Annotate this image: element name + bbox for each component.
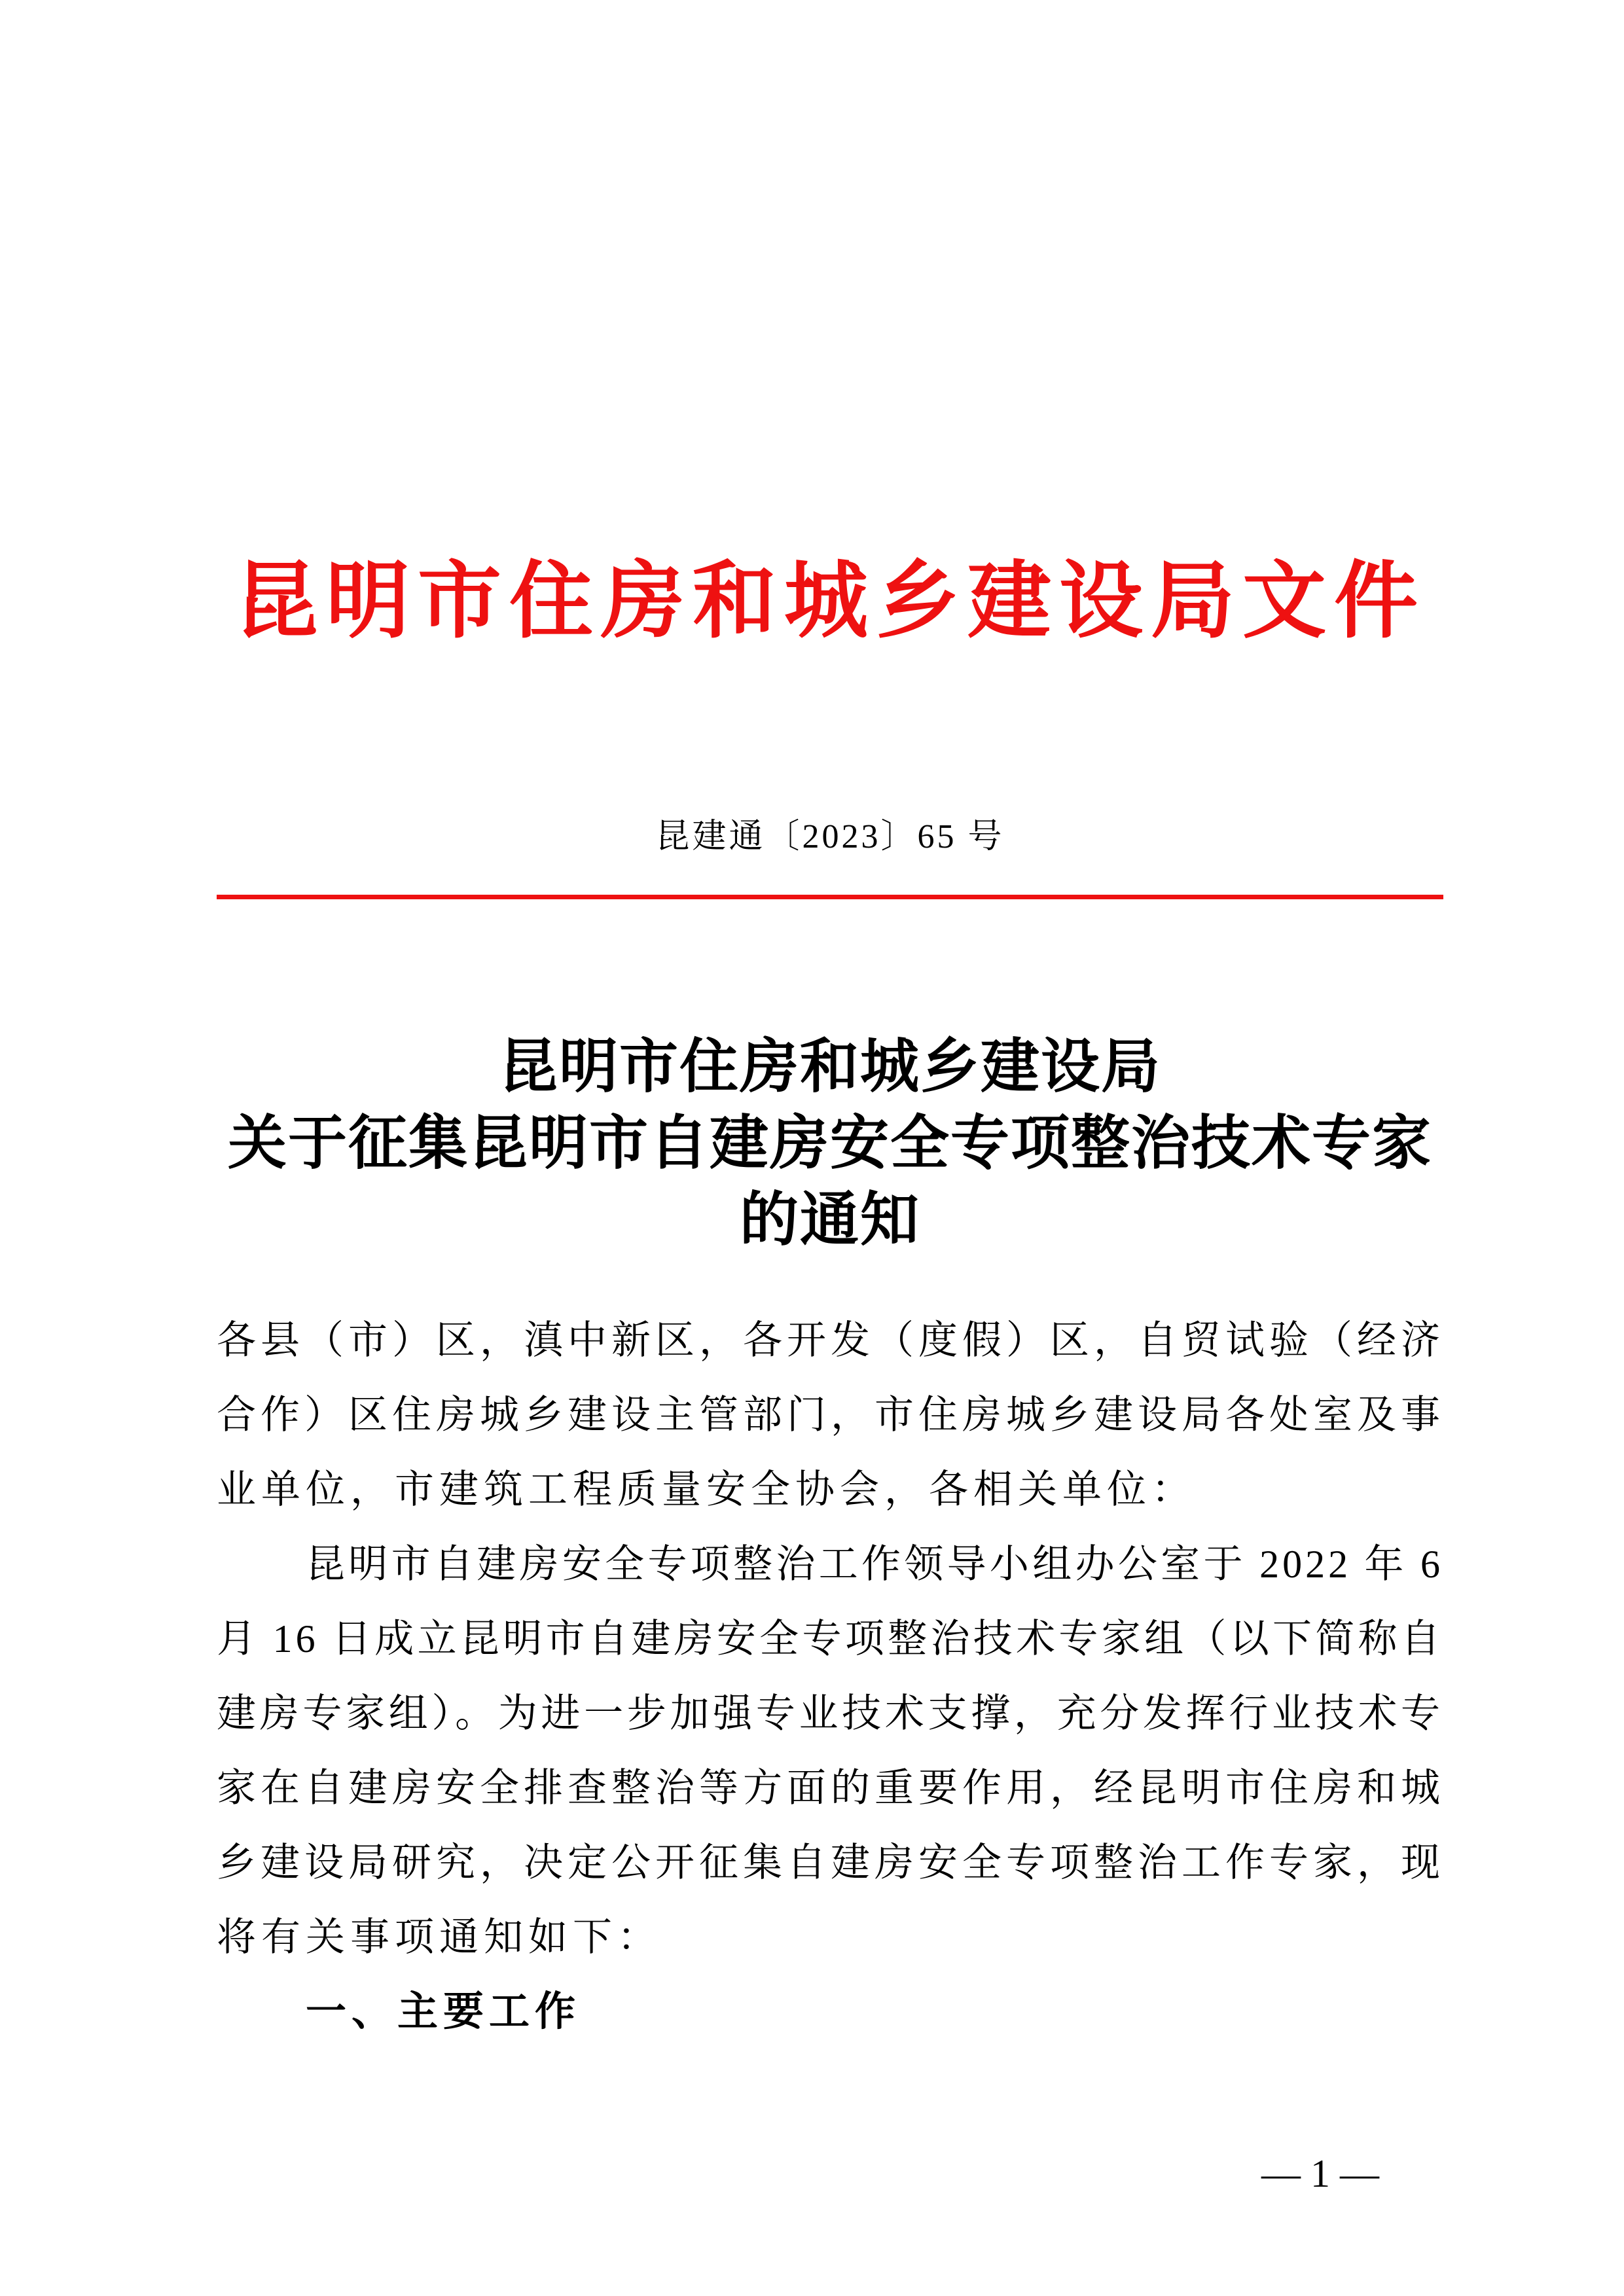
page-number: — 1 —: [1261, 2152, 1379, 2195]
document-title-line: 关于征集昆明市自建房安全专项整治技术专家: [228, 1111, 1432, 1176]
body-line: 乡建设局研究，决定公开征集自建房安全专项整治工作专家，现: [217, 1841, 1443, 1884]
document-title: [217, 1029, 1443, 1259]
document-body: [217, 1303, 1443, 2049]
body-line: 各县（市）区，滇中新区，各开发（度假）区，自贸试验（经济: [217, 1319, 1443, 1362]
body-line: 家在自建房安全排查整治等方面的重要作用，经昆明市住房和城: [217, 1767, 1443, 1810]
body-line: 业单位，市建筑工程质量安全协会，各相关单位：: [217, 1468, 1196, 1511]
body-line: 昆明市自建房安全专项整治工作领导小组办公室于 2022 年 6: [306, 1543, 1443, 1586]
document-title-line: 昆明市住房和城乡建设局: [499, 1034, 1161, 1100]
body-section-heading: 一、主要工作: [306, 1989, 581, 2034]
document-title-line: 的通知: [740, 1187, 920, 1253]
red-divider-rule: [217, 895, 1443, 899]
body-line: 月 16 日成立昆明市自建房安全专项整治技术专家组（以下简称自: [217, 1617, 1443, 1660]
agency-banner-title: 昆明市住房和城乡建设局文件: [234, 554, 1426, 648]
body-line: 建房专家组）。为进一步加强专业技术支撑，充分发挥行业技术专: [217, 1692, 1443, 1735]
body-line: 合作）区住房城乡建设主管部门，市住房城乡建设局各处室及事: [217, 1393, 1443, 1437]
body-line: 将有关事项通知如下：: [217, 1916, 662, 1959]
document-number: 昆建通〔2023〕65 号: [655, 818, 1005, 855]
